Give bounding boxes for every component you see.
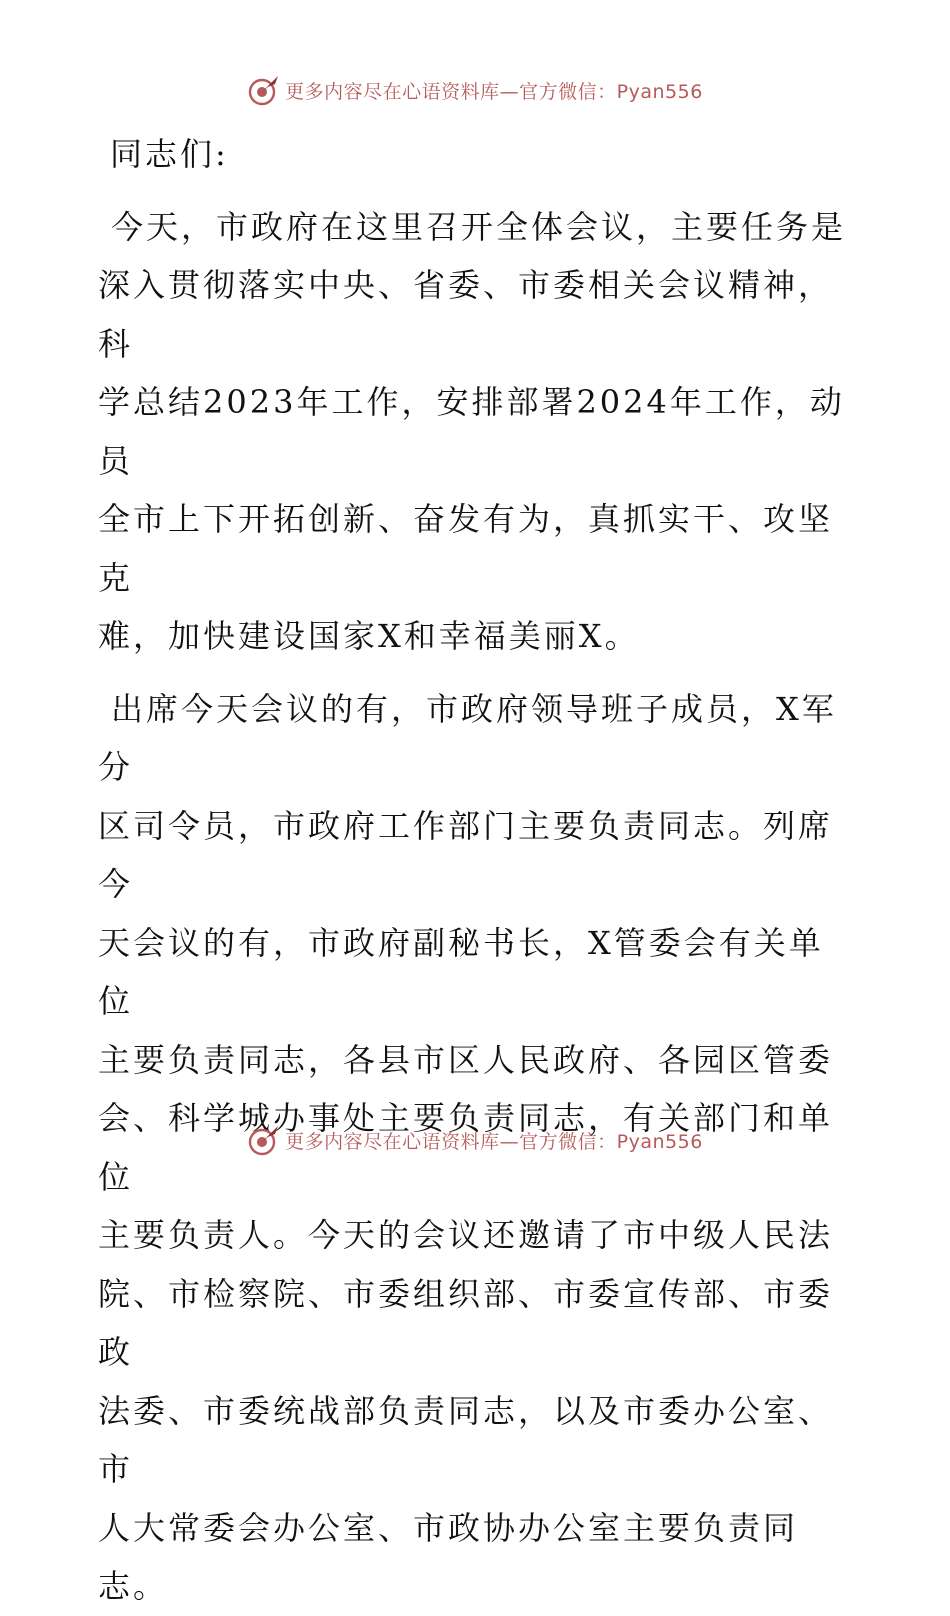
footer-watermark (0, 1120, 950, 1160)
watermark-text: 更多内容尽在心语资料库—官方微信：Pyan556 (285, 1130, 703, 1153)
document-body (98, 125, 853, 1616)
watermark-text: 更多内容尽在心语资料库—官方微信：Pyan556 (285, 80, 703, 103)
header-watermark (0, 70, 950, 110)
greeting: 同志们: (110, 135, 229, 173)
quill-logo-icon (247, 1123, 281, 1157)
paragraph-1: 今天，市政府在这里召开全体会议，主要任务是 深入贯彻落实中央、省委、市委相关会议精神，科 学总结2023年工作，安排部署2024年工作，动员 全市上下开拓创新、奋发有为，真抓实干、攻坚克 难，加快建设国家X和幸福美丽X。 (98, 207, 847, 655)
paragraph-2: 出席今天会议的有，市政府领导班子成员，X军分 区司令员，市政府工作部门主要负责同志。列席今 天会议的有，市政府副秘书长，X管委会有关单位 主要负责同志，各县市区人民政府、各园区管委 会、科学城办事处主要负责同志，有关部门和单位 主要负责人。今天的会议还邀请了市中级人民法 院、市检察院、市委组织部、市委宣传部、市委政 法委、市委统战部负责同志，以及市委办公室、市 人大常委会办公室、市政协办公室主要负责同志。 (98, 689, 837, 1605)
quill-logo-icon (247, 73, 281, 107)
